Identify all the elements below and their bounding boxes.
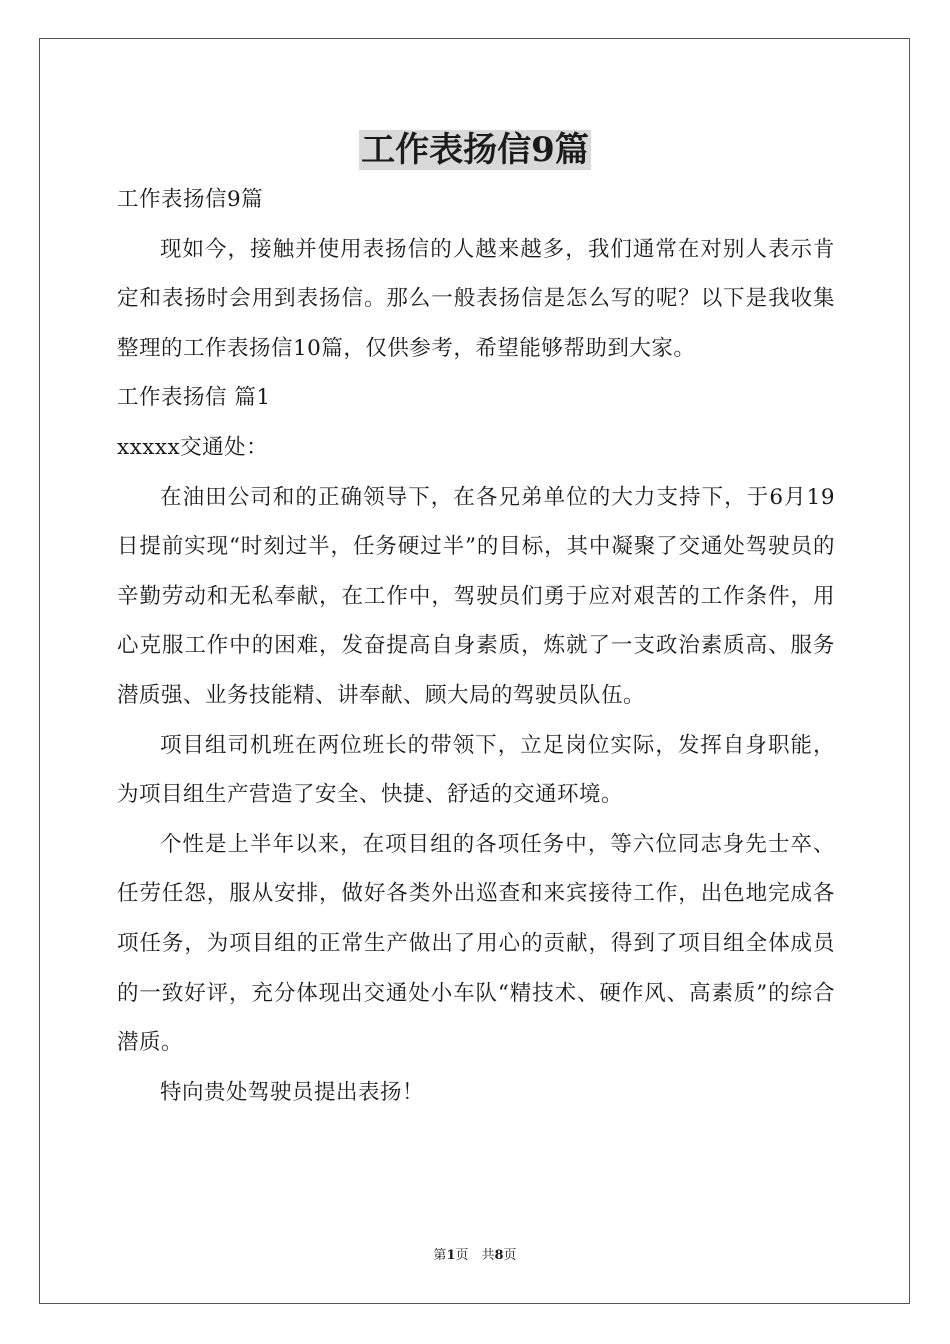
footer-suffix: 页 <box>503 1248 517 1263</box>
footer-total-pages: 8 <box>494 1248 504 1263</box>
footer-mid: 页 共 <box>455 1248 495 1263</box>
document-body <box>117 175 835 1117</box>
paragraph-body-1: 在油田公司和的正确领导下，在各兄弟单位的大力支持下，于6月19日提前实现“时刻过半，任务硬过半”的目标，其中凝聚了交通处驾驶员的辛勤劳动和无私奉献，在工作中，驾驶员们勇于应对艰苦的工作条件，用心克服工作中的困难，发奋提高自身素质，炼就了一支政治素质高、服务潜质强、业务技能精、讲奉献、顾大局的驾驶员队伍。 <box>117 484 835 708</box>
footer-page-number: 1 <box>446 1248 456 1263</box>
document-title-text: 工作表扬信9篇 <box>361 130 589 170</box>
paragraph-subtitle: 工作表扬信9篇 <box>117 187 264 212</box>
paragraph-body-3: 个性是上半年以来，在项目组的各项任务中，等六位同志身先士卒、任劳任怨，服从安排，做好各类外出巡查和来宾接待工作，出色地完成各项任务，为项目组的正常生产做出了用心的贡献，得到了项目组全体成员的一致好评，充分体现出交通处小车队“精技术、硬作风、高素质”的综合潜质。 <box>117 831 835 1056</box>
letter-salutation: xxxxx交通处： <box>117 434 269 460</box>
page-footer <box>0 1247 950 1265</box>
paragraph-closing: 特向贵处驾驶员提出表扬！ <box>160 1079 425 1105</box>
footer-prefix: 第 <box>433 1248 447 1263</box>
paragraph-intro: 现如今，接触并使用表扬信的人越来越多，我们通常在对别人表示肯定和表扬时会用到表扬信。那么一般表扬信是怎么写的呢？以下是我收集整理的工作表扬信10篇，仅供参考，希望能够帮助到大家。 <box>117 236 835 361</box>
document-title <box>0 128 950 172</box>
paragraph-body-2: 项目组司机班在两位班长的带领下，立足岗位实际，发挥自身职能，为项目组生产营造了安全、快捷、舒适的交通环境。 <box>117 732 835 808</box>
section-heading: 工作表扬信 篇1 <box>117 385 271 411</box>
